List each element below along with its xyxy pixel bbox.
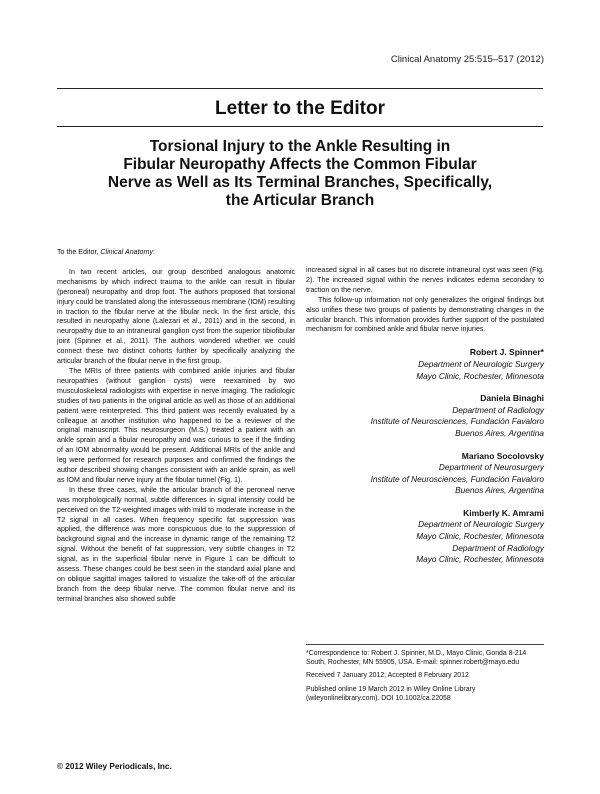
author-block: [306, 347, 544, 382]
journal-citation: Clinical Anatomy 25:515–517 (2012): [390, 54, 544, 65]
author-affiliation: Institute of Neurosciences, Fundación Favaloro: [370, 473, 544, 484]
title-line: Nerve as Well as Its Terminal Branches, Specifically,: [107, 174, 493, 191]
author-list: [306, 347, 544, 566]
author-name: Kimberly K. Amrami: [463, 507, 544, 518]
header-rule-top: [57, 88, 543, 89]
header-rule-bottom: [57, 126, 543, 127]
author-block: [306, 393, 544, 439]
left-column: [57, 248, 295, 605]
article-title: [60, 138, 540, 210]
author-affiliation: Mayo Clinic, Rochester, Minnesota: [416, 554, 544, 565]
footnotes: [306, 644, 544, 707]
title-line: Torsional Injury to the Ankle Resulting in: [149, 138, 451, 155]
title-line: the Articular Branch: [225, 192, 375, 209]
author-affiliation: Department of Neurosurgery: [438, 462, 544, 473]
author-name: Daniela Binaghi: [480, 393, 544, 404]
body-paragraph: This follow-up information not only generalizes the original findings but also unifies these two groups of patients by demonstrating changes in the articular branch. This information provides further support of the postulated mechanism for combined ankle and fibular nerve injuries.: [306, 295, 544, 334]
body-paragraph: In these three cases, while the articular branch of the peroneal nerve was morphologically normal, subtle differences in signal intensity could be perceived on the T2-weighted images with mild to moderate increase in the T2 signal in all cases. When frequency specific fat suppression was applied, the difference was more conspicuous due to the suppression of background signal and the increase in dynamic range of the remaining T2 signal. Without the benefit of fat suppression, very subtle changes in T2 signal, as in the superficial fibular nerve in Figure 1 can be difficult to assess. These changes could be best seen in the standard axial plane and on oblique sagittal images tailored to visualize the take-off of the articular branch from the deep fibular nerve. The common fibular nerve and its terminal branches also showed subtle: [57, 485, 295, 603]
body-paragraph: In two recent articles, our group described analogous anatomic mechanisms by which indirect trauma to the ankle can result in fibular (peroneal) neuropathy and drop foot. The authors proposed that torsional injury could be translated along the interosseous membrane (IOM) resulting in traction to the fibular nerve at the fibular neck. In the first article, this resulted in neuropathy alone (Lalezari et al., 2011) and in the second, in neuropathy due to an intraneural ganglion cyst from the superior tibiofibular joint (Spinner et al., 2011). The authors wondered whether we could connect these two distinct cohorts further by specifically analyzing the articular branch of the fibular nerve in the first group.: [57, 267, 295, 366]
author-affiliation: Mayo Clinic, Rochester, Minnesota: [416, 370, 544, 381]
author-name: Mariano Socolovsky: [461, 450, 544, 461]
author-block: [306, 451, 544, 497]
author-affiliation: Department of Radiology: [452, 542, 544, 553]
title-line: Fibular Neuropathy Affects the Common Fibular: [123, 156, 477, 173]
salutation: [57, 248, 295, 258]
section-heading: Letter to the Editor: [215, 98, 385, 119]
body-paragraph: increased signal in all cases but no discrete intraneural cyst was seen (Fig. 2). The increased signal within the nerves indicates edema secondary to traction on the nerve.: [306, 266, 544, 294]
salutation-prefix: To the Editor,: [57, 248, 101, 256]
author-affiliation: Department of Neurologic Surgery: [418, 519, 544, 530]
author-name: Robert J. Spinner*: [469, 347, 544, 358]
author-affiliation: Department of Radiology: [452, 404, 544, 415]
salutation-journal: Clinical Anatomy: [100, 248, 153, 256]
body-paragraph: The MRIs of three patients with combined ankle injuries and fibular neuropathies (without ganglion cysts) were reexamined by two musculoskeletal radiologists with expertise in nerve imaging. The radiologic studies of two patients in the original article as well as those of an additional patient were reinterpreted. This third patient was recently evaluated by a colleague at another institution who happened to be a reviewer of the original manuscript. This neurosurgeon (M.S.) treated a patient with an ankle sprain and a fibular neuropathy and was curious to see if the finding of an IOM abnormality would be present. Additional MRIs of the ankle and leg were performed for research purposes and confirmed the findings the author described showing changes consistent with an ankle sprain, as well as IOM and fibular nerve injury at the fibular tunnel (Fig. 1).: [57, 366, 295, 484]
author-affiliation: Buenos Aires, Argentina: [455, 485, 544, 496]
salutation-suffix: :: [152, 248, 155, 256]
received-note: Received 7 January 2012; Accepted 8 February 2012: [306, 672, 469, 680]
author-affiliation: Institute of Neurosciences, Fundación Favaloro: [370, 416, 544, 427]
author-affiliation: Mayo Clinic, Rochester, Minnesota: [416, 531, 544, 542]
copyright-notice: © 2012 Wiley Periodicals, Inc.: [57, 762, 172, 771]
right-column: [306, 266, 544, 577]
author-affiliation: Department of Neurologic Surgery: [418, 358, 544, 369]
author-affiliation: Buenos Aires, Argentina: [455, 427, 544, 438]
published-note: Published online 19 March 2012 in Wiley Online Library (wileyonlinelibrary.com). DOI 10.1002/ca.22058: [306, 685, 476, 702]
correspondence-note: *Correspondence to: Robert J. Spinner, M.D., Mayo Clinic, Gonda 8-214 South, Rochester, MN 55905, USA. E-mail: spinner.robert@mayo.edu: [306, 650, 527, 667]
author-block: [306, 508, 544, 566]
